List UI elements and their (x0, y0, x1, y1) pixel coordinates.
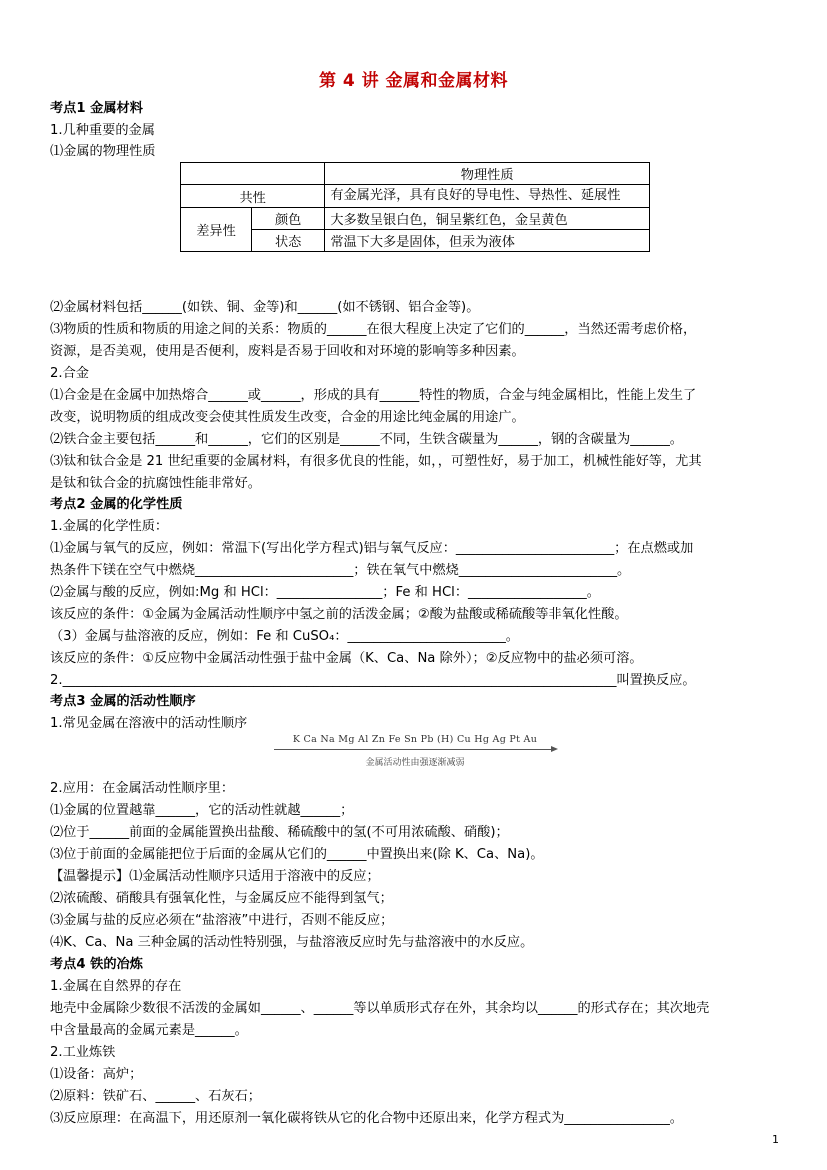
table-header-physical: 物理性质 (325, 163, 650, 185)
text-line: ⑴设备：高炉； (50, 1067, 143, 1082)
table-state-label: 状态 (252, 230, 325, 252)
activity-series-metals: K Ca Na Mg Al Zn Fe Sn Pb (H) Cu Hg Ag Pt Au (292, 734, 538, 745)
table-diff-label: 差异性 (181, 208, 252, 252)
text-line: 2.合金 (50, 366, 89, 381)
physical-properties-table (180, 162, 650, 252)
text-line: 1.金属的化学性质： (50, 519, 169, 534)
text-line: 热条件下镁在空气中燃烧________________________；铁在氧气中燃烧________________________。 (50, 563, 631, 578)
text-line: ⑵铁合金主要包括______和______，它们的区别是______不同，生铁含碳量为______，钢的含碳量为______。 (50, 432, 683, 447)
activity-series-caption: 金属活动性由强逐渐减弱 (365, 758, 465, 768)
text-line: ⑵金属材料包括______(如铁、铜、金等)和______(如不锈钢、铝合金等)。 (50, 300, 480, 315)
section-heading: 考点1 金属材料 (50, 101, 143, 116)
text-line: 1.几种重要的金属 (50, 123, 155, 138)
table-row (181, 230, 650, 252)
text-line: ⑵原料：铁矿石、______、石灰石； (50, 1089, 261, 1104)
text-line: ⑵金属与酸的反应，例如:Mg 和 HCl：________________；Fe 和 HCl：__________________。 (50, 585, 600, 600)
text-line: ⑶物质的性质和物质的用途之间的关系：物质的______在很大程度上决定了它们的______，当然还需考虑价格， (50, 322, 697, 337)
text-line: 该反应的条件：①反应物中金属活动性强于盐中金属（K、Ca、Na 除外）；②反应物中的盐必须可溶。 (50, 651, 643, 666)
section-heading: 考点3 金属的活动性顺序 (50, 694, 196, 709)
text-line: 是钛和钛合金的抗腐蚀性能非常好。 (50, 476, 261, 491)
text-line: ⑶金属与盐的反应必须在“盐溶液”中进行，否则不能反应； (50, 913, 394, 928)
text-line: ⑶钛和钛合金是 21 世纪重要的金属材料，有很多优良的性能，如，，可塑性好，易于加工，机械性能好等，尤其 (50, 454, 702, 469)
text-line: 改变，说明物质的组成改变会使其性质发生改变，合金的用途比纯金属的用途广。 (50, 410, 525, 425)
text-line: 中含量最高的金属元素是______。 (50, 1023, 248, 1038)
table-color-label: 颜色 (252, 208, 325, 230)
section-heading: 考点2 金属的化学性质 (50, 497, 183, 512)
table-row (181, 163, 650, 185)
text-line: 2.____________________________________________________________________________________叫置换反应。 (50, 673, 696, 688)
table-corner-cell (181, 163, 325, 185)
text-line: 【温馨提示】⑴金属活动性顺序只适用于溶液中的反应； (50, 869, 380, 884)
table-common-label: 共性 (181, 185, 325, 208)
page-number: 1 (772, 1133, 779, 1146)
text-line: 资源，是否美观，使用是否便利，废料是否易于回收和对环境的影响等多种因素。 (50, 344, 525, 359)
text-line: ⑴金属的位置越靠______，它的活动性就越______； (50, 803, 354, 818)
table-row (181, 185, 650, 208)
text-line: 1.金属在自然界的存在 (50, 979, 182, 994)
text-line: 该反应的条件：①金属为金属活动性顺序中氢之前的活泼金属；②酸为盐酸或稀硫酸等非氧化性酸。 (50, 607, 628, 622)
text-line: 2.工业炼铁 (50, 1045, 116, 1060)
table-row (181, 208, 650, 230)
text-line: ⑵位于______前面的金属能置换出盐酸、稀硫酸中的氢(不可用浓硫酸、硝酸)； (50, 825, 509, 840)
table-state-value: 常温下大多是固体，但汞为液体 (325, 230, 650, 252)
text-line: 1.常见金属在溶液中的活动性顺序 (50, 716, 248, 731)
text-line: ⑴金属的物理性质 (50, 144, 156, 159)
page-title: 第 4 讲 金属和金属材料 (318, 71, 509, 91)
activity-series-arrow-icon (270, 746, 560, 754)
text-line: ⑷K、Ca、Na 三种金属的活动性特别强，与盐溶液反应时先与盐溶液中的水反应。 (50, 935, 534, 950)
text-line: ⑶位于前面的金属能把位于后面的金属从它们的______中置换出来(除 K、Ca、Na)。 (50, 847, 544, 862)
text-line: 地壳中金属除少数很不活泼的金属如______、______等以单质形式存在外，其余均以______的形式存在；其次地壳 (50, 1001, 710, 1016)
activity-series-figure (270, 734, 560, 768)
text-line: ⑴合金是在金属中加热熔合______或______，形成的具有______特性的物质，合金与纯金属相比，性能上发生了 (50, 388, 697, 403)
table-common-value: 有金属光泽，具有良好的导电性、导热性、延展性 (325, 185, 650, 208)
text-line: 2.应用：在金属活动性顺序里： (50, 781, 235, 796)
text-line: （3）金属与盐溶液的反应，例如：Fe 和 CuSO₄：________________________。 (50, 629, 519, 644)
text-line: ⑶反应原理：在高温下，用还原剂一氧化碳将铁从它的化合物中还原出来，化学方程式为________________。 (50, 1111, 683, 1126)
text-line: ⑴金属与氧气的反应，例如：常温下(写出化学方程式)铝与氧气反应：________________________；在点燃或加 (50, 541, 694, 556)
table-color-value: 大多数呈银白色，铜呈紫红色，金呈黄色 (325, 208, 650, 230)
section-heading: 考点4 铁的冶炼 (50, 957, 143, 972)
text-line: ⑵浓硫酸、硝酸具有强氧化性，与金属反应不能得到氢气； (50, 891, 393, 906)
